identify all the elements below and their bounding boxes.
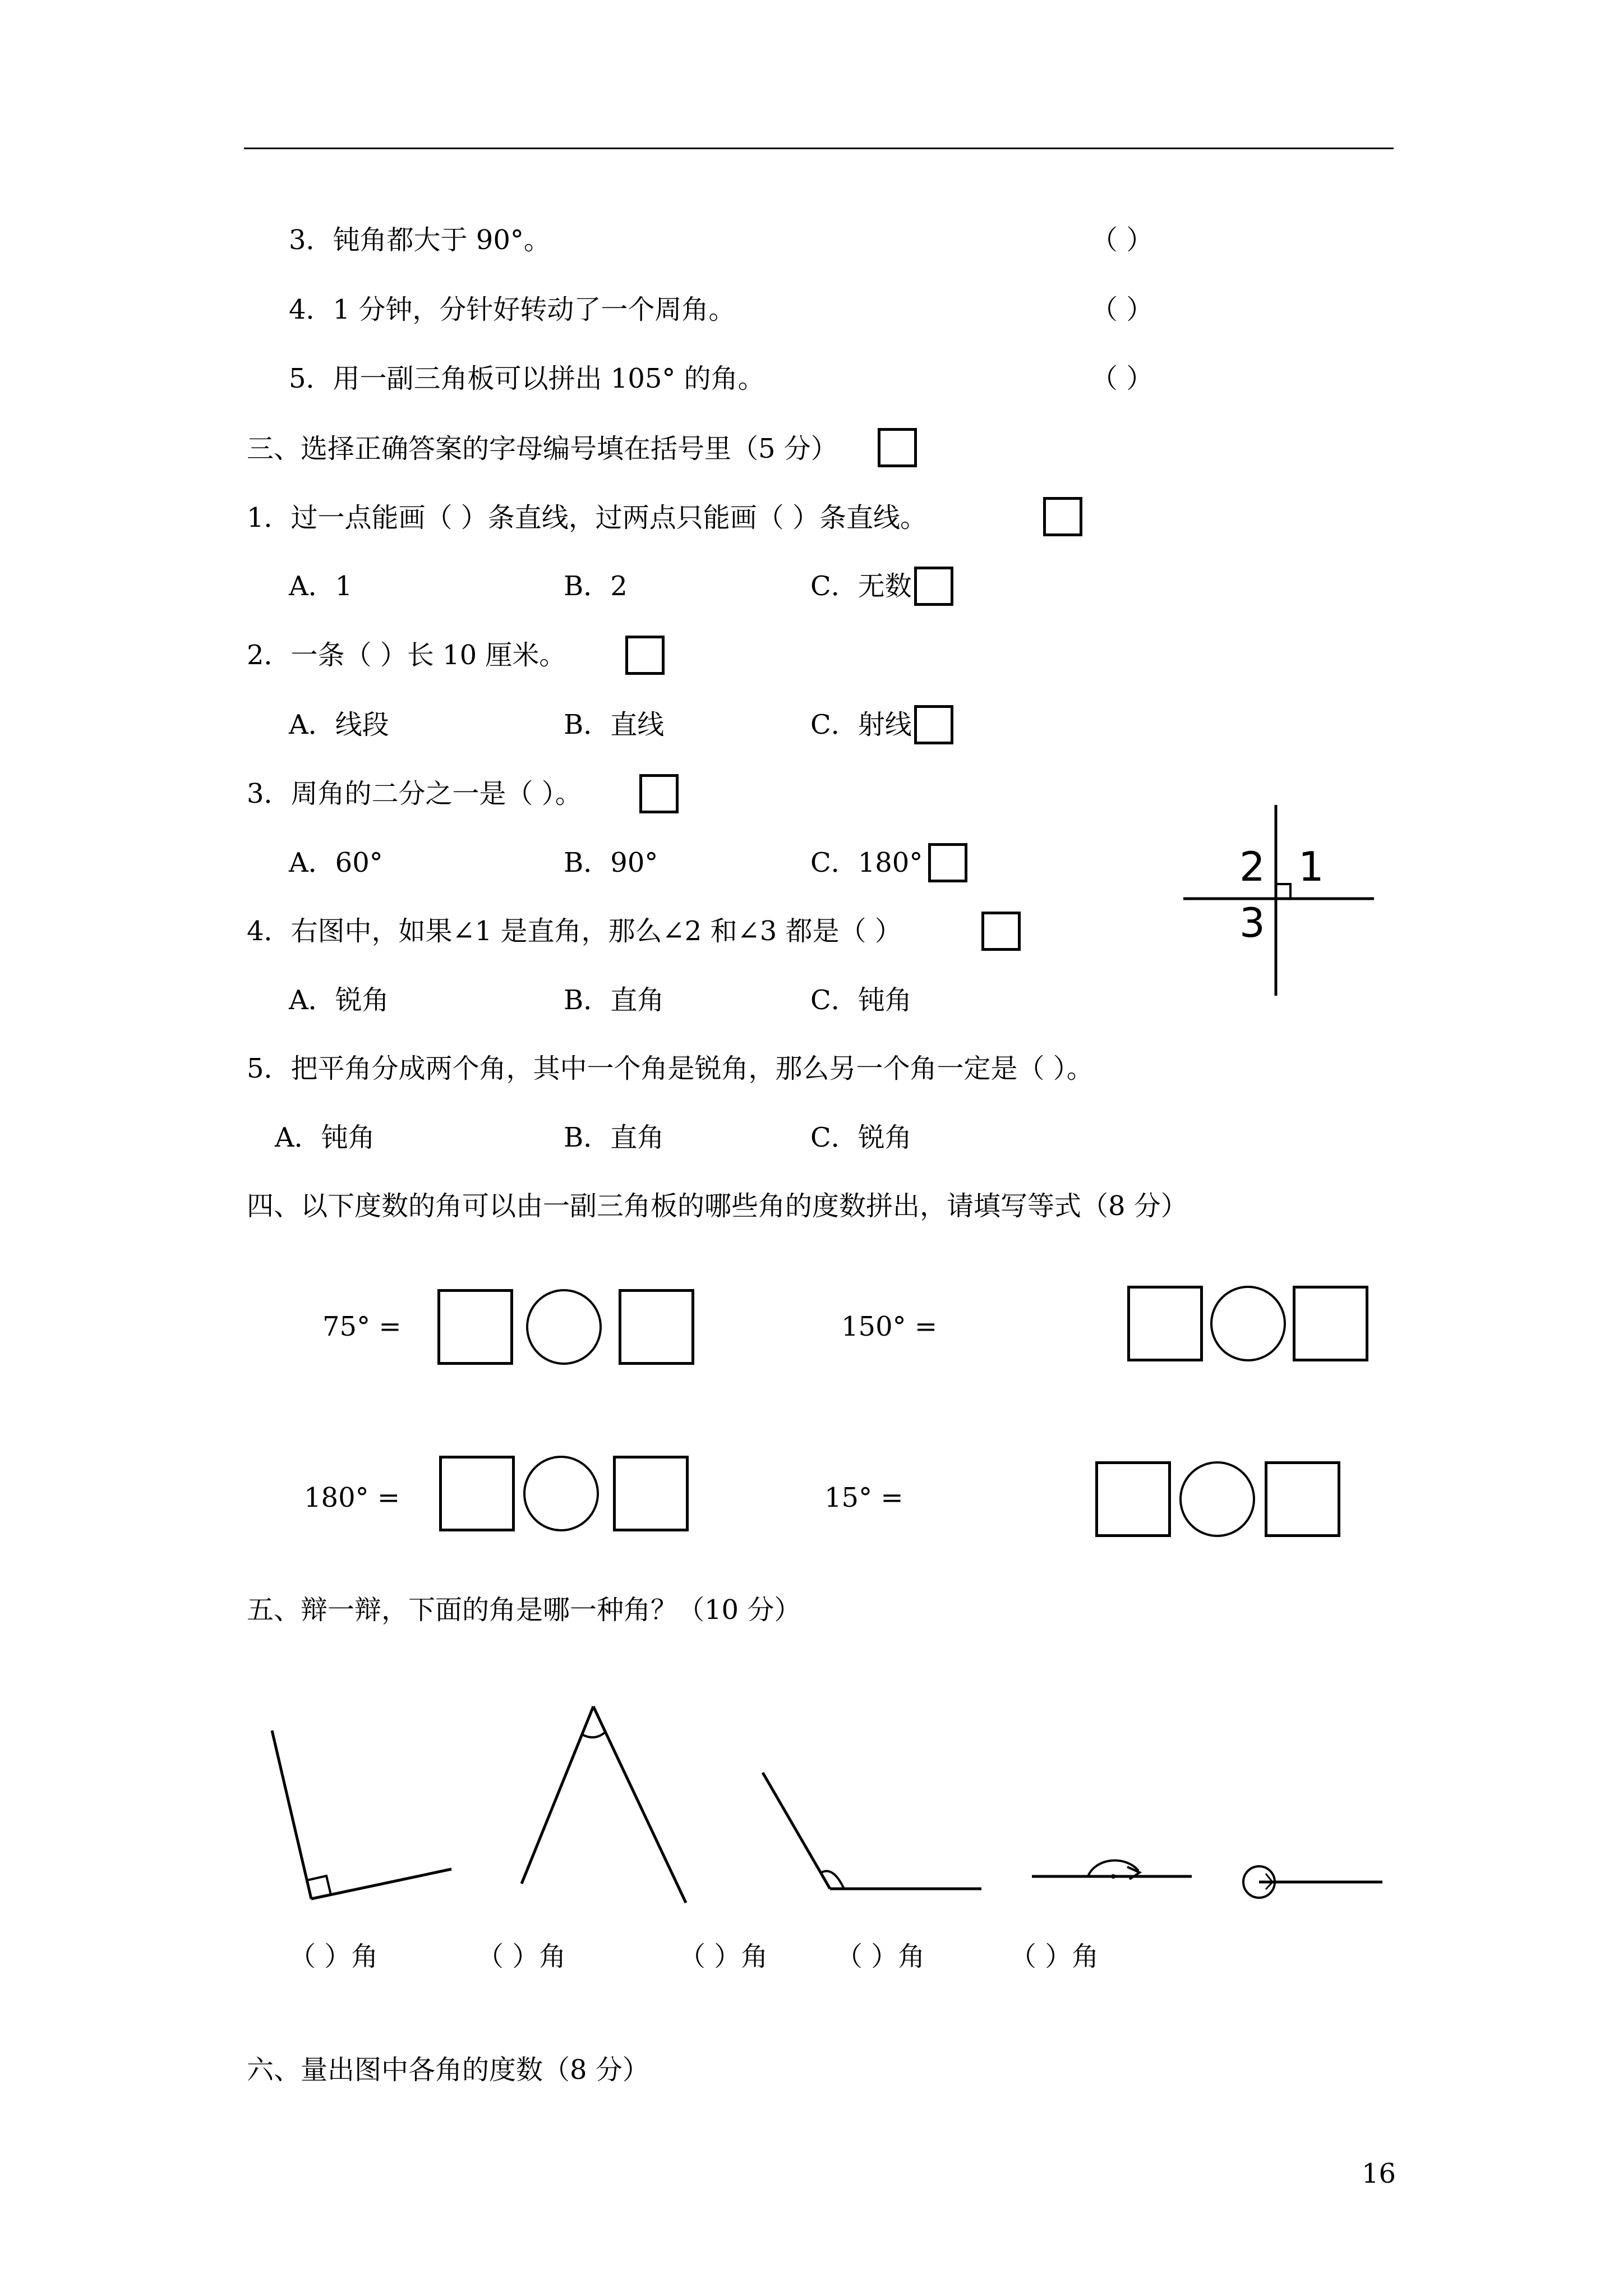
acute-angle-figure	[519, 1700, 693, 1902]
eq-75-box-2[interactable]	[619, 1289, 694, 1365]
q3-option-a: A．60°	[289, 847, 383, 878]
eq-15: 15° =	[824, 1482, 903, 1513]
eq-75: 75° =	[322, 1311, 402, 1342]
judge-paren-3[interactable]: （ ）	[1091, 224, 1154, 256]
right-angle-figure	[269, 1722, 460, 1913]
q1-option-box[interactable]	[914, 567, 953, 606]
eq-180: 180° =	[304, 1482, 400, 1513]
eq-150-box-1[interactable]	[1127, 1286, 1203, 1361]
full-angle-figure	[1237, 1857, 1385, 1902]
angle-label-2: 2	[1239, 843, 1265, 890]
q2-answer-box[interactable]	[625, 636, 665, 675]
eq-15-box-1[interactable]	[1095, 1461, 1171, 1537]
q4-option-a: A．锐角	[289, 984, 389, 1016]
q5-option-a: A．钝角	[275, 1122, 375, 1153]
q4-answer-box[interactable]	[981, 912, 1021, 951]
eq-150-operator-circle[interactable]	[1210, 1286, 1286, 1361]
angle-arc	[582, 1732, 605, 1737]
q4-text: 4．右图中，如果∠1 是直角，那么∠2 和∠3 都是（ ）	[247, 915, 902, 947]
q3-option-c: C．180°	[810, 847, 923, 878]
angle-answer-4[interactable]: （ ）角	[836, 1941, 925, 1972]
angle-answer-3[interactable]: （ ）角	[679, 1941, 768, 1972]
eq-150-box-2[interactable]	[1293, 1286, 1368, 1361]
judge-item-3: 3．钝角都大于 90°。	[289, 224, 551, 256]
q3-answer-box[interactable]	[639, 774, 679, 813]
section6-title: 六、量出图中各角的度数（8 分）	[247, 2054, 649, 2086]
q3-option-box[interactable]	[928, 843, 967, 882]
straight-angle-figure	[1032, 1846, 1195, 1885]
q1-answer-box[interactable]	[1043, 497, 1082, 536]
judge-item-5: 5．用一副三角板可以拼出 105° 的角。	[289, 363, 765, 394]
eq-180-box-1[interactable]	[439, 1456, 515, 1531]
q5-option-b: B．直角	[564, 1122, 665, 1153]
q5-text: 5．把平角分成两个角，其中一个角是锐角，那么另一个角一定是（ ）。	[247, 1053, 1094, 1084]
eq-15-box-2[interactable]	[1265, 1461, 1340, 1537]
q2-option-box[interactable]	[914, 705, 953, 744]
section5-title: 五、辩一辩，下面的角是哪一种角？（10 分）	[247, 1594, 801, 1626]
angle-label-1: 1	[1298, 843, 1324, 890]
q2-option-c: C．射线	[810, 709, 912, 740]
section4-title: 四、以下度数的角可以由一副三角板的哪些角的度数拼出，请填写等式（8 分）	[247, 1190, 1188, 1222]
angle-label-3: 3	[1239, 899, 1265, 946]
q1-option-a: A．1	[289, 570, 353, 602]
q1-option-b: B．2	[564, 570, 628, 602]
eq-15-operator-circle[interactable]	[1179, 1461, 1255, 1537]
q2-option-a: A．线段	[289, 709, 389, 740]
q1-option-c: C．无数	[810, 570, 912, 602]
judge-paren-4[interactable]: （ ）	[1091, 294, 1154, 325]
obtuse-angle-figure	[760, 1770, 984, 1899]
page-number: 16	[1362, 2158, 1396, 2189]
angle-answer-5[interactable]: （ ）角	[1009, 1941, 1099, 1972]
header-rule	[244, 148, 1394, 149]
section3-title: 三、选择正确答案的字母编号填在括号里（5 分）	[247, 433, 838, 464]
q3-text: 3．周角的二分之一是（ ）。	[247, 778, 582, 809]
eq-180-box-2[interactable]	[613, 1456, 689, 1531]
angle-answer-2[interactable]: （ ）角	[477, 1941, 566, 1972]
vertex-dot	[1111, 1874, 1115, 1879]
q2-text: 2．一条（ ）长 10 厘米。	[247, 639, 566, 671]
q1-text: 1．过一点能画（ ）条直线，过两点只能画（ ）条直线。	[247, 502, 928, 533]
eq-180-operator-circle[interactable]	[523, 1456, 599, 1531]
q4-option-c: C．钝角	[810, 984, 912, 1016]
judge-paren-5[interactable]: （ ）	[1091, 363, 1154, 394]
eq-75-operator-circle[interactable]	[526, 1289, 602, 1365]
judge-item-4: 4．1 分钟，分针好转动了一个周角。	[289, 294, 736, 325]
q3-option-b: B．90°	[564, 847, 658, 878]
q4-option-b: B．直角	[564, 984, 665, 1016]
eq-150: 150° =	[841, 1311, 938, 1342]
angle-answer-1[interactable]: （ ）角	[289, 1941, 379, 1972]
section3-score-box[interactable]	[878, 428, 917, 467]
q5-option-c: C．锐角	[810, 1122, 912, 1153]
intersecting-lines-figure	[1183, 805, 1374, 996]
q2-option-b: B．直线	[564, 709, 665, 740]
eq-75-box-1[interactable]	[437, 1289, 513, 1365]
right-angle-mark	[1276, 884, 1290, 899]
